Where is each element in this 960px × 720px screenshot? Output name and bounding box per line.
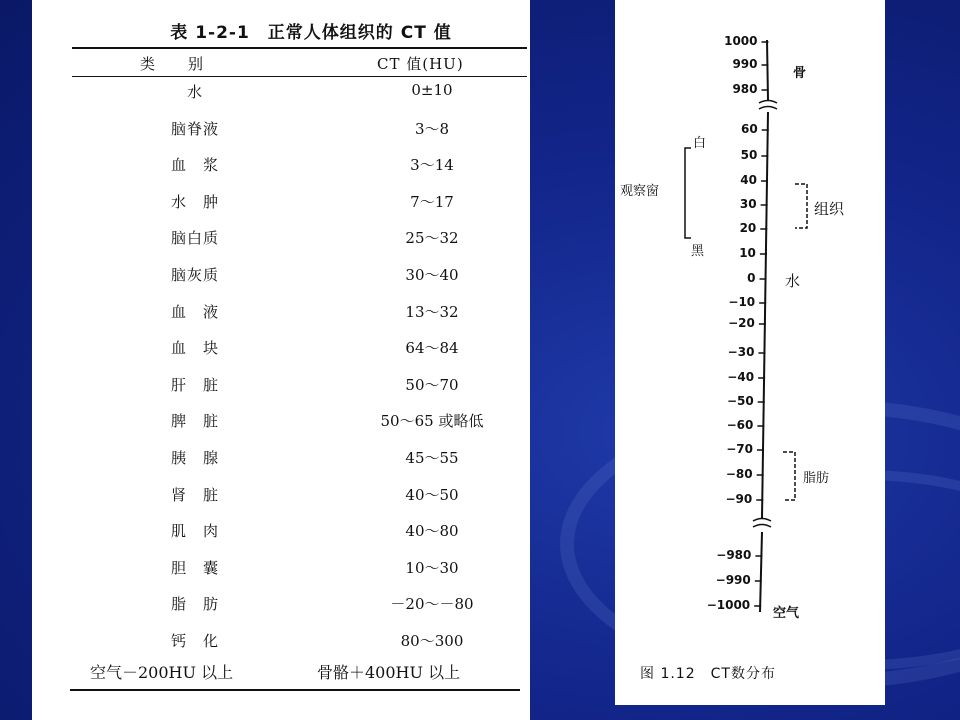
row-ct-value: 30～40 — [405, 266, 459, 284]
row-category: 血 液 — [170, 302, 219, 321]
label-fat: 脂肪 — [803, 471, 830, 486]
row-category: 脂 肪 — [170, 595, 219, 614]
ct-value-table-panel — [32, 0, 530, 720]
row-ct-value: 50～70 — [405, 375, 459, 394]
header-category: 类 别 — [140, 55, 205, 73]
row-ct-value: 40～50 — [405, 485, 459, 504]
table-row — [32, 227, 530, 251]
label-bone: 骨 — [793, 66, 807, 81]
row-category: 钙 化 — [170, 632, 219, 650]
row-ct-value: 80～300 — [400, 632, 464, 650]
row-category: 脑脊液 — [170, 119, 219, 138]
row-category: 血 浆 — [170, 156, 219, 175]
table-bottom-rule — [70, 689, 520, 691]
scale-tick-label: 60 — [741, 122, 758, 136]
label-window: 观察窗 — [620, 184, 660, 199]
table-row — [32, 630, 530, 654]
table-row — [32, 447, 530, 471]
table-row — [32, 154, 530, 178]
label-air: 空气 — [773, 606, 800, 621]
label-black: 黑 — [691, 244, 705, 259]
table-row — [32, 593, 530, 617]
scale-tick-label: −60 — [726, 418, 754, 432]
row-ct-value: 40～80 — [405, 522, 459, 541]
scale-tick-label: 50 — [740, 148, 758, 162]
row-ct-value: 25～32 — [405, 229, 459, 248]
table-row — [32, 410, 530, 434]
scale-tick-label: −990 — [715, 573, 751, 587]
row-category: 血 块 — [170, 339, 219, 358]
footer-air: 空气－200HU 以上 — [90, 663, 234, 682]
scale-tick-label: 20 — [739, 221, 757, 235]
row-category: 肝 脏 — [170, 375, 219, 394]
scale-tick-label: −80 — [725, 467, 753, 481]
row-ct-value: 13～32 — [405, 302, 459, 321]
table-row — [32, 191, 530, 215]
label-white: 白 — [693, 136, 707, 151]
scale-tick-label: −30 — [727, 345, 755, 359]
scale-tick-label: 10 — [739, 246, 756, 260]
scale-tick-label: −70 — [726, 442, 753, 456]
row-category: 胰 腺 — [170, 449, 219, 467]
row-ct-value: 3～14 — [410, 156, 454, 175]
table-title: 表 1-2-1 正常人体组织的 CT 值 — [170, 23, 452, 43]
table-header-rule — [72, 76, 527, 77]
table-row — [32, 520, 530, 544]
row-category: 水 肿 — [170, 192, 219, 211]
row-ct-value: 0±10 — [411, 81, 453, 99]
scale-tick-label: −20 — [728, 316, 755, 330]
ct-scale-figure-panel — [615, 0, 885, 705]
table-row — [32, 81, 530, 105]
row-ct-value: 45～55 — [405, 449, 459, 467]
scale-tick-label: 1000 — [724, 34, 758, 48]
scale-tick-label: 990 — [732, 57, 758, 71]
row-ct-value: －20～－80 — [390, 595, 474, 614]
label-tissue: 组织 — [814, 200, 845, 218]
scale-tick-label: 30 — [739, 197, 757, 211]
table-row — [32, 557, 530, 581]
label-water: 水 — [785, 272, 801, 290]
scale-tick-label: 40 — [740, 173, 757, 187]
scale-tick-label: −50 — [726, 394, 754, 408]
scale-tick-label: −10 — [728, 295, 756, 309]
table-row — [32, 301, 530, 325]
row-category: 脾 脏 — [170, 412, 219, 431]
table-row — [32, 484, 530, 508]
row-ct-value: 10～30 — [405, 558, 459, 577]
scale-tick-label: −40 — [727, 370, 755, 384]
scale-tick-label: −90 — [725, 492, 753, 506]
row-ct-value: 50～65 或略低 — [380, 412, 484, 431]
scale-tick-label: 980 — [732, 82, 758, 96]
row-category: 脑灰质 — [170, 266, 219, 284]
row-ct-value: 7～17 — [410, 192, 454, 211]
footer-bone: 骨骼＋400HU 以上 — [317, 663, 461, 682]
table-top-rule — [72, 47, 527, 49]
scale-tick-label: −1000 — [706, 598, 751, 612]
table-row — [32, 264, 530, 288]
figure-caption: 图 1.12 CT数分布 — [640, 666, 776, 682]
row-category: 脑白质 — [170, 229, 219, 248]
table-row — [32, 118, 530, 142]
row-category: 肌 肉 — [170, 522, 219, 541]
row-category: 肾 脏 — [170, 485, 219, 504]
scale-tick-label: 0 — [747, 271, 756, 285]
row-category: 水 — [186, 83, 203, 101]
scale-tick-label: −980 — [716, 548, 752, 562]
table-row — [32, 374, 530, 398]
row-category: 胆 囊 — [170, 558, 219, 577]
table-row — [32, 337, 530, 361]
row-ct-value: 3～8 — [414, 119, 450, 138]
row-ct-value: 64～84 — [405, 339, 459, 358]
header-ct-value: CT 值(HU) — [377, 55, 464, 73]
